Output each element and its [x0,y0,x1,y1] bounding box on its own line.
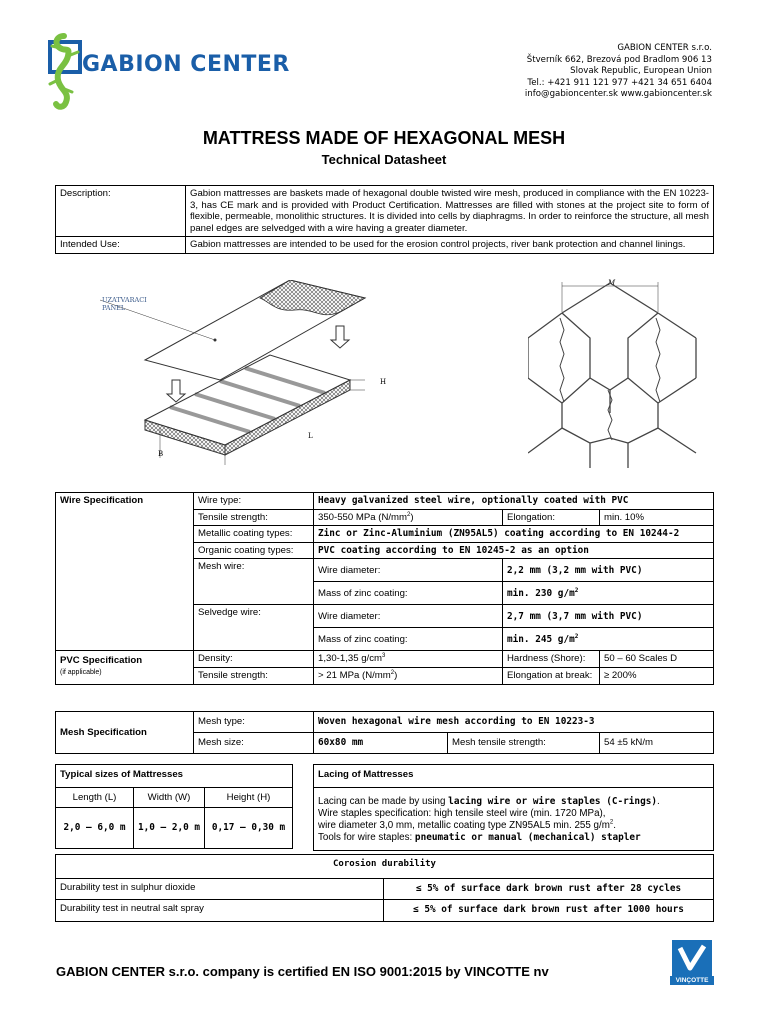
selvedge-diameter-value: 2,7 mm (3,7 mm with PVC) [503,605,714,628]
sup-2: 2 [574,587,579,595]
zinc-mass-label: Mass of zinc coating: [314,628,503,651]
tensile-strength-text: 350-550 MPa (N/mm [318,511,408,523]
wire-specification-label [56,493,194,651]
lacing-title: Lacing of Mattresses [314,765,714,788]
wire-diameter-label: Wire diameter: [314,605,503,628]
zinc-mass-label: Mass of zinc coating: [314,582,503,605]
hardness-label: Hardness (Shore): [503,651,600,668]
lacing-tools: pneumatic or manual (mechanical) stapler [414,831,641,843]
lacing-staple-spec: wire diameter 3,0 mm, metallic coating type ZN95AL5 min. 255 g/m [318,819,610,831]
panel-label-2: PANEL [102,304,126,312]
gabion-center-logo-icon [46,32,86,112]
mesh-size-value: 60x80 mm [314,733,448,754]
tensile-strength-label: Tensile strength: [194,509,314,526]
mesh-tensile-value: 54 ±5 kN/m [600,733,714,754]
lacing-body [314,787,714,850]
density-label: Density: [194,651,314,668]
vincotte-check-icon [672,940,712,976]
elongation-label: Elongation: [503,509,600,526]
lacing-text: Lacing can be made by using [318,795,449,807]
mesh-wire-label: Mesh wire: [194,559,314,605]
pvc-elongation-label: Elongation at break: [503,667,600,684]
mesh-wire-zinc-value [503,582,714,605]
dim-l: L [308,432,313,440]
pvc-tensile-label: Tensile strength: [194,667,314,684]
sup-2: 2 [407,511,411,518]
sup-2: 2 [390,669,395,676]
panel-label-1: UZATVARACI [102,296,147,304]
pvc-specification-label [56,651,194,684]
mesh-specification-label: Mesh Specification [56,712,194,754]
pvc-tensile-text: > 21 MPa (N/mm [318,669,391,681]
mesh-type-value: Woven hexagonal wire mesh according to EN 10223-3 [314,712,714,733]
corrosion-table [55,854,714,922]
table-row [56,237,714,254]
table-row [314,787,714,850]
lacing-tools-text: Tools for wire staples: [318,831,415,843]
table-row [56,765,293,788]
intended-use-label: Intended Use: [56,237,186,254]
selvedge-wire-label: Selvedge wire: [194,605,314,651]
length-header: Length (L) [56,787,134,808]
description-text: Gabion mattresses are baskets made of hexagonal double twisted wire mesh, produced in compliance with the EN 10223-3, has CE mark and is provided with Product Certification. Mattresses are filled with stones at the project site to form of flexible, permeable, monolithic structures. It is divided into cells by diaphragms. In order to reinforce the structure, all mesh panel edges are selvedged with a wire having a greater diameter. [186,186,714,237]
elongation-value: min. 10% [600,509,714,526]
pvc-spec-note: (if applicable) [60,668,102,676]
selvedge-zinc-text: min. 245 g/m [507,634,575,646]
mesh-type-label: Mesh type: [194,712,314,733]
sulphur-test-label: Durability test in sulphur dioxide [56,878,384,900]
mattress-diagram [100,280,400,470]
mesh-tensile-label: Mesh tensile strength: [448,733,600,754]
height-value: 0,17 – 0,30 m [205,808,293,849]
company-phone: Tel.: +421 911 121 977 +421 34 651 6404 [527,77,712,88]
table-row [56,186,714,237]
typical-sizes-title: Typical sizes of Mattresses [56,765,293,788]
dim-m: M [608,279,616,287]
hexagonal-mesh-diagram [528,278,698,473]
vincotte-logo-text: VINÇOTTE [670,976,714,985]
description-label: Description: [56,186,186,237]
company-country: Slovak Republic, European Union [570,66,712,76]
table-row [56,493,714,510]
typical-sizes-table [55,764,293,849]
width-value: 1,0 – 2,0 m [134,808,205,849]
document-subtitle: Technical Datasheet [321,152,447,167]
metallic-coating-value: Zinc or Zinc-Aluminium (ZN95AL5) coating according to EN 10244-2 [314,526,714,543]
sup-2: 2 [609,819,614,826]
mesh-wire-diameter-value: 2,2 mm (3,2 mm with PVC) [503,559,714,582]
company-contacts: info@gabioncenter.sk www.gabioncenter.sk [524,89,712,99]
density-text: 1,30-1,35 g/cm [318,653,382,665]
intro-table [55,185,714,254]
company-street: Štverník 662, Brezová pod Bradlom 906 13 [526,54,712,65]
density-value: 1,30-1,35 $g/cm^3$ [314,651,503,668]
pvc-spec-title: PVC Specification [60,655,143,667]
table-row [56,787,293,808]
selvedge-zinc-value [503,628,714,651]
salt-spray-test-value: ≤ 5% of surface dark brown rust after 1000 hours [384,900,714,922]
pvc-elongation-value: ≥ 200% [600,667,714,684]
organic-coating-label: Organic coating types: [194,542,314,559]
wire-spec-title: Wire Specification [60,495,144,506]
table-row [314,765,714,788]
dim-h: H [380,378,387,386]
table-row [56,900,714,922]
lacing-period: . [657,795,660,807]
mesh-specification-table [55,711,714,754]
wire-specification-table [55,492,714,685]
wire-diameter-label: Wire diameter: [314,559,503,582]
dim-b: B [158,450,164,458]
corrosion-title: Corosion durability [56,855,714,879]
sulphur-test-value: ≤ 5% of surface dark brown rust after 28 cycles [384,878,714,900]
table-row [56,712,714,733]
lacing-line-3 [318,820,709,832]
height-header: Height (H) [205,787,293,808]
sup-2: 2 [574,633,579,641]
wire-type-value: Heavy galvanized steel wire, optionally coated with PVC [314,493,714,510]
organic-coating-value: PVC coating according to EN 10245-2 as an option [314,542,714,559]
lacing-method: lacing wire or wire staples (C-rings) [448,795,658,807]
mesh-size-label: Mesh size: [194,733,314,754]
intended-use-text: Gabion mattresses are intended to be used for the erosion control projects, river bank protection and channel linings. [186,237,714,254]
mesh-zinc-text: min. 230 g/m [507,588,575,600]
document-title: MATTRESS MADE OF HEXAGONAL MESH [202,128,566,148]
tensile-strength-value: 350-550 MPa $(N/mm^2)$ [314,509,503,526]
certification-footer: GABION CENTER s.r.o. company is certified EN ISO 9001:2015 by VINCOTTE nv [56,964,549,979]
table-row [56,878,714,900]
lacing-line-2: Wire staples specification: high tensile steel wire (min. 1720 MPa), [318,807,606,819]
logo-text: GABION CENTER [82,52,290,77]
table-row [56,808,293,849]
company-name: GABION CENTER s.r.o. [617,43,712,53]
lacing-line-1 [318,796,709,808]
lacing-period: . [613,819,616,831]
width-header: Width (W) [134,787,205,808]
table-row [56,855,714,879]
lacing-line-4 [318,832,709,844]
lacing-table [313,764,714,851]
length-value: 2,0 – 6,0 m [56,808,134,849]
wire-type-label: Wire type: [194,493,314,510]
salt-spray-test-label: Durability test in neutral salt spray [56,900,384,922]
table-row [56,651,714,668]
pvc-tensile-value: > 21 MPa $(N/mm^2)$ [314,667,503,684]
hardness-value: 50 – 60 Scales D [600,651,714,668]
company-address-block [525,43,712,101]
metallic-coating-label: Metallic coating types: [194,526,314,543]
